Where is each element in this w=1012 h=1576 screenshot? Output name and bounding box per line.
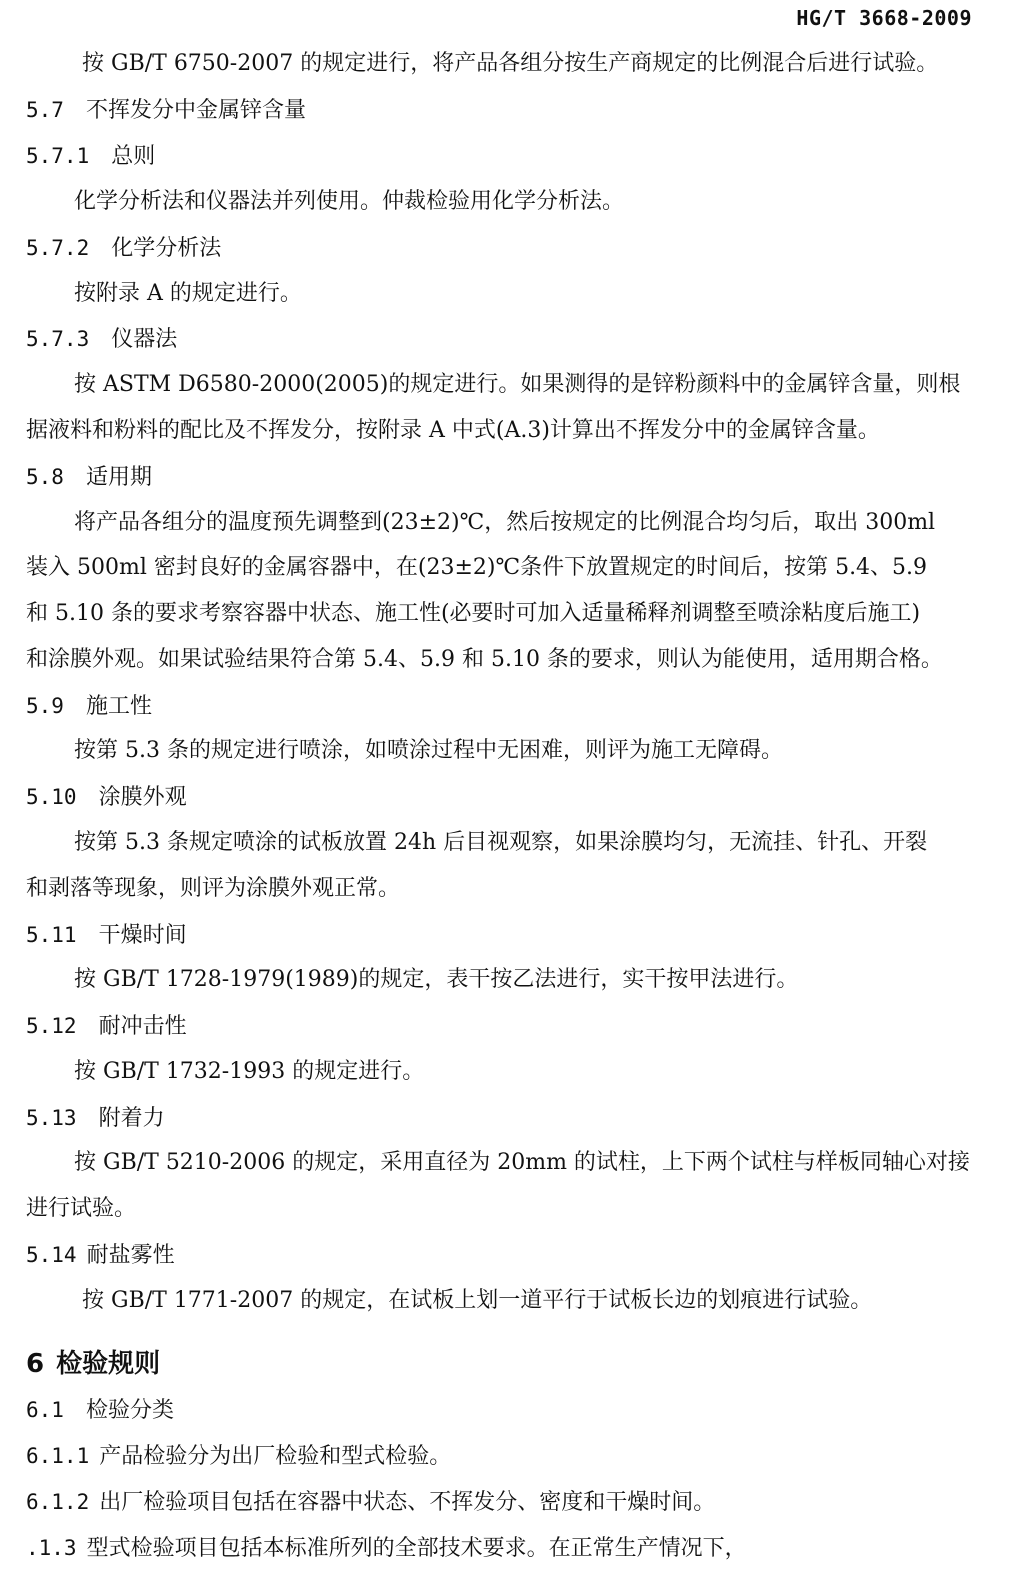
section-heading	[26, 692, 152, 721]
clause-number: .1.3	[26, 1536, 77, 1560]
chapter-heading	[26, 1348, 160, 1380]
section-title: 化学分析法	[111, 236, 222, 261]
section-title: 涂膜外观	[98, 785, 187, 810]
section-heading	[26, 96, 306, 125]
clause-text: 出厂检验项目包括在容器中状态、不挥发分、密度和干燥时间。	[99, 1490, 716, 1515]
section-heading	[26, 463, 152, 492]
section-number: 5.7.1	[26, 144, 90, 168]
paragraph-line: 装入 500ml 密封良好的金属容器中，在(23±2)℃条件下放置规定的时间后，按第 5.4、5.9	[26, 555, 928, 580]
section-title: 附着力	[98, 1106, 165, 1131]
section-title: 检验分类	[85, 1398, 174, 1423]
paragraph-line: 和剥落等现象，则评为涂膜外观正常。	[26, 876, 401, 901]
section-heading	[26, 921, 187, 950]
section-title: 适用期	[85, 465, 152, 490]
paragraph-line: 进行试验。	[26, 1196, 137, 1221]
paragraph-line: 据液料和粉料的配比及不挥发分，按附录 A 中式(A.3)计算出不挥发分中的金属锌含量。	[26, 418, 880, 443]
section-number: 5.11	[26, 923, 77, 947]
section-number: 5.13	[26, 1106, 77, 1130]
section-number: 5.10	[26, 785, 77, 809]
paragraph-line: 将产品各组分的温度预先调整到(23±2)℃，然后按规定的比例混合均匀后，取出 300ml	[74, 510, 936, 535]
paragraph-line: 按第 5.3 条的规定进行喷涂，如喷涂过程中无困难，则评为施工无障碍。	[74, 738, 783, 763]
section-number: 5.7.2	[26, 236, 90, 260]
clause-line	[26, 1442, 451, 1471]
section-title: 总则	[111, 144, 156, 169]
section-heading	[26, 234, 221, 263]
section-number: 5.12	[26, 1014, 77, 1038]
section-number: 5.9	[26, 694, 64, 718]
paragraph-line: 按 GB/T 1732-1993 的规定进行。	[74, 1059, 425, 1084]
section-heading	[26, 1241, 175, 1270]
paragraph-line: 和 5.10 条的要求考察容器中状态、施工性(必要时可加入适量稀释剂调整至喷涂粘度后施工)	[26, 601, 921, 626]
section-heading	[26, 325, 177, 354]
paragraph-line: 按第 5.3 条规定喷涂的试板放置 24h 后目视观察，如果涂膜均匀，无流挂、针孔、开裂	[74, 830, 928, 855]
paragraph-line: 化学分析法和仪器法并列使用。仲裁检验用化学分析法。	[74, 189, 625, 214]
section-number: 5.14	[26, 1243, 77, 1267]
section-title: 仪器法	[111, 327, 178, 352]
paragraph-line: 按 GB/T 1771-2007 的规定，在试板上划一道平行于试板长边的划痕进行试验。	[82, 1288, 873, 1313]
clause-number: 6.1.2	[26, 1490, 90, 1514]
section-heading	[26, 1104, 165, 1133]
clause-number: 6.1.1	[26, 1444, 90, 1468]
paragraph-line: 按 ASTM D6580-2000(2005)的规定进行。如果测得的是锌粉颜料中的金属锌含量，则根	[74, 372, 961, 397]
paragraph-line: 按 GB/T 1728-1979(1989)的规定，表干按乙法进行，实干按甲法进行。	[74, 967, 799, 992]
paragraph-line: 按 GB/T 6750-2007 的规定进行，将产品各组分按生产商规定的比例混合后进行试验。	[82, 51, 939, 76]
section-heading	[26, 1012, 187, 1041]
section-title: 耐冲击性	[98, 1014, 187, 1039]
clause-text: 产品检验分为出厂检验和型式检验。	[99, 1444, 452, 1469]
chapter-title: 检验规则	[56, 1349, 161, 1379]
section-title: 耐盐雾性	[86, 1243, 175, 1268]
section-heading	[26, 142, 155, 171]
section-heading	[26, 783, 187, 812]
section-title: 施工性	[85, 694, 152, 719]
clause-text: 型式检验项目包括本标准所列的全部技术要求。在正常生产情况下，	[86, 1536, 747, 1561]
section-number: 5.8	[26, 465, 64, 489]
section-heading	[26, 1396, 174, 1425]
section-title: 不挥发分中金属锌含量	[85, 98, 306, 123]
chapter-number: 6	[26, 1349, 45, 1379]
section-number: 5.7	[26, 98, 64, 122]
section-number: 5.7.3	[26, 327, 90, 351]
paragraph-line: 和涂膜外观。如果试验结果符合第 5.4、5.9 和 5.10 条的要求，则认为能使用，适用期合格。	[26, 647, 943, 672]
paragraph-line: 按 GB/T 5210-2006 的规定，采用直径为 20mm 的试柱，上下两个试柱与样板同轴心对接	[74, 1150, 970, 1175]
section-title: 干燥时间	[98, 923, 187, 948]
clause-line	[26, 1534, 747, 1563]
paragraph-line: 按附录 A 的规定进行。	[74, 281, 302, 306]
section-number: 6.1	[26, 1398, 64, 1422]
standard-code: HG/T 3668-2009	[796, 6, 972, 30]
clause-line	[26, 1488, 715, 1517]
